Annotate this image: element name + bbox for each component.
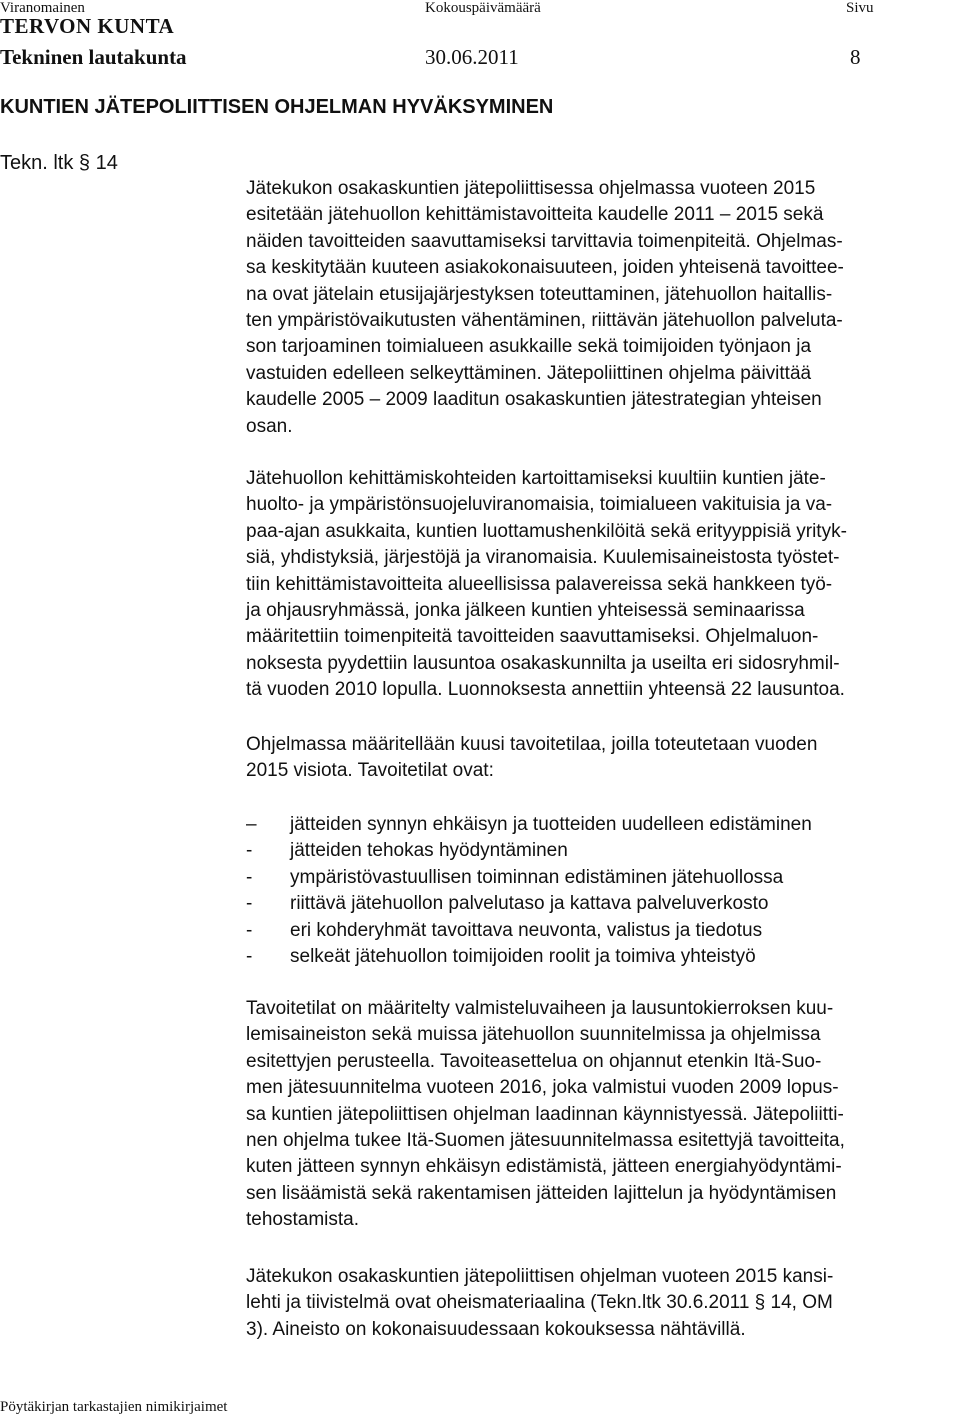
list-item <box>246 838 960 864</box>
text-line: esitettyjen perusteella. Tavoiteasettelua on ohjannut etenkin Itä-Suo- <box>246 1050 822 1072</box>
list-item <box>246 865 960 891</box>
text-line: näiden tavoitteiden saavuttamiseksi tarvittavia toimenpiteitä. Ohjelmas- <box>246 230 843 252</box>
text-line: Ohjelmassa määritellään kuusi tavoitetilaa, joilla toteutetaan vuoden <box>246 734 818 755</box>
list-item <box>246 891 960 917</box>
text-line: määritettiin toimenpiteitä tavoitteiden saavuttamiseksi. Ohjelmaluon- <box>246 626 819 648</box>
paragraph-3 <box>246 732 817 785</box>
text-line: vastuiden edelleen selkeyttäminen. Jätepoliittinen ohjelma päivittää <box>246 362 812 384</box>
text-line: tä vuoden 2010 lopulla. Luonnoksesta annettiin yhteensä 22 lausuntoa. <box>246 679 845 701</box>
list-item-text: riittävä jätehuollon palvelutaso ja kattava palveluverkosto <box>290 893 769 915</box>
text-line: noksesta pyydettiin lausuntoa osakaskunnilta ja useilta eri sidosryhmil- <box>246 652 840 674</box>
text-line: osan. <box>246 415 293 437</box>
text-line: sa kuntien jätepoliittisen ohjelman laadinnan käynnistyessä. Jätepoliitti- <box>246 1103 844 1125</box>
text-line: 2015 visiota. Tavoitetilat ovat: <box>246 760 494 782</box>
list-item-text: selkeät jätehuollon toimijoiden roolit ja toimiva yhteistyö <box>290 945 756 967</box>
text-line: kaudelle 2005 – 2009 laaditun osakaskuntien jätestrategian yhteisen <box>246 389 822 411</box>
paragraph-2 <box>246 466 847 704</box>
text-line: nen ohjelma tukee Itä-Suomen jätesuunnitelmassa esitettyjä tavoitteita, <box>246 1130 845 1152</box>
list-dash: - <box>246 840 253 862</box>
paragraph-4 <box>246 996 845 1234</box>
header-page-label: Sivu <box>846 0 874 16</box>
text-line: men jätesuunnitelma vuoteen 2016, joka valmistui vuoden 2009 lopus- <box>246 1077 839 1099</box>
text-line: kuten jätteen synnyn ehkäisyn edistämistä, jätteen energiahyödyntämi- <box>246 1156 842 1178</box>
text-line: lehti ja tiivistelmä ovat oheismateriaalina (Tekn.ltk 30.6.2011 § 14, OM <box>246 1292 833 1314</box>
list-item-text: jätteiden tehokas hyödyntäminen <box>290 840 568 862</box>
text-line: sen lisäämistä sekä rakentamisen jätteiden lajittelun ja hyödyntämisen <box>246 1182 837 1204</box>
text-line: son tarjoaminen toimialueen asukkaille sekä toimijoiden työnjaon ja <box>246 336 812 358</box>
text-line: Jätekukon osakaskuntien jätepoliittisessa ohjelmassa vuoteen 2015 <box>246 178 816 199</box>
document-title: KUNTIEN JÄTEPOLIITTISEN OHJELMAN HYVÄKSYMINEN <box>0 96 554 118</box>
board-name: Tekninen lautakunta <box>0 45 187 69</box>
text-line: lemisaineiston sekä muissa jätehuollon suunnitelmissa ja ohjelmissa <box>246 1024 821 1046</box>
list-dash: - <box>246 919 253 941</box>
text-line: paa-ajan asukkaita, kuntien luottamushenkilöitä sekä erityyppisiä yrityk- <box>246 520 847 542</box>
list-item <box>246 812 960 838</box>
list-dash: – <box>246 814 257 835</box>
text-line: siä, yhdistyksiä, järjestöjä ja viranomaisia. Kuulemisaineistosta työstet- <box>246 547 840 569</box>
page-number: 8 <box>850 45 861 69</box>
text-line: na ovat jätelain etusijajärjestyksen toteuttaminen, jätehuollon haitallis- <box>246 283 833 305</box>
paragraph-1 <box>246 176 844 440</box>
text-line: ja ohjausryhmässä, jonka jälkeen kuntien yhteisessä seminaarissa <box>246 600 805 622</box>
text-line: ten ympäristövaikutusten vähentäminen, riittävän jätehuollon palveluta- <box>246 310 843 332</box>
list-item <box>246 944 960 970</box>
paragraph-5 <box>246 1264 833 1343</box>
organization-name: TERVON KUNTA <box>0 14 175 38</box>
list-item-text: ympäristövastuullisen toiminnan edistäminen jätehuollossa <box>290 866 784 888</box>
text-line: tiin kehittämistavoitteita alueellisissa palavereissa sekä hankkeen työ- <box>246 573 833 595</box>
list-dash: - <box>246 945 253 967</box>
text-line: Tavoitetilat on määritelty valmisteluvaiheen ja lausuntokierroksen kuu- <box>246 998 834 1019</box>
list-item-text: eri kohderyhmät tavoittava neuvonta, valistus ja tiedotus <box>290 919 763 941</box>
text-line: Jätekukon osakaskuntien jätepoliittisen ohjelman vuoteen 2015 kansi- <box>246 1266 834 1287</box>
text-line: tehostamista. <box>246 1209 359 1231</box>
text-line: sa keskitytään kuuteen asiakokonaisuuteen, joiden yhteisenä tavoittee- <box>246 257 844 279</box>
header-date-label: Kokouspäivämäärä <box>425 0 541 16</box>
text-line: 3). Aineisto on kokonaisuudessaan kokouksessa nähtävillä. <box>246 1318 746 1340</box>
header-entity-label: Viranomainen <box>0 0 85 16</box>
text-line: esitetään jätehuollon kehittämistavoitteita kaudelle 2011 – 2015 sekä <box>246 204 824 226</box>
list-dash: - <box>246 866 253 888</box>
footer-initials-label: Pöytäkirjan tarkastajien nimikirjaimet <box>0 1399 228 1415</box>
list-dash: - <box>246 893 253 915</box>
section-reference: Tekn. ltk § 14 <box>0 152 118 174</box>
list-item <box>246 918 960 944</box>
list-item-text: jätteiden synnyn ehkäisyn ja tuotteiden uudelleen edistäminen <box>290 814 812 835</box>
text-line: huolto- ja ympäristönsuojeluviranomaisia, toimialueen vakituisia ja va- <box>246 494 833 516</box>
text-line: Jätehuollon kehittämiskohteiden kartoittamiseksi kuultiin kuntien jäte- <box>246 468 826 489</box>
meeting-date: 30.06.2011 <box>425 45 519 69</box>
goals-list <box>246 812 960 970</box>
